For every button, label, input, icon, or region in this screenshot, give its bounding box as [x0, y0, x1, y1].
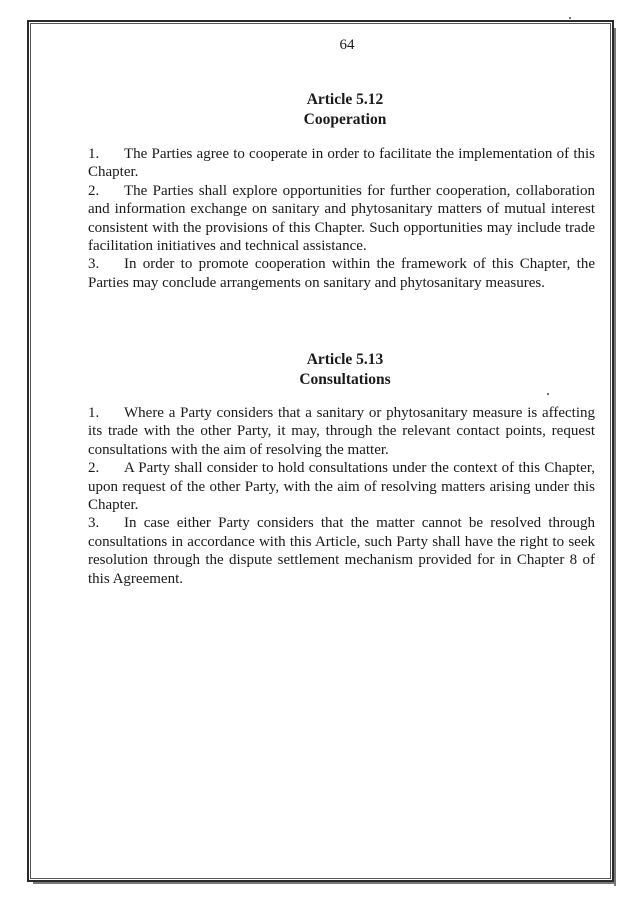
paragraph-text: Where a Party considers that a sanitary or phytosanitary measure is affecting its trade with the other Party, it may, through the relevant contact points, request consultations with the aim of resolving the matter. — [88, 405, 595, 458]
article-title: Article 5.13 — [306, 351, 384, 368]
article-paragraph — [88, 182, 595, 256]
article-paragraph — [88, 404, 595, 459]
paragraph-number: 3. — [88, 515, 100, 532]
article-paragraph — [88, 459, 595, 514]
scan-speck — [547, 393, 549, 395]
scan-speck — [569, 17, 571, 19]
article-subtitle: Consultations — [299, 371, 391, 388]
paragraph-text: In case either Party considers that the matter cannot be resolved through consultations in accordance with this Article, such Party shall have the right to seek resolution through the dispute settlement mechanism provided for in Chapter 8 of this Agreement. — [88, 515, 595, 587]
paragraph-text: The Parties shall explore opportunities for further cooperation, collaboration and information exchange on sanitary and phytosanitary matters of mutual interest consistent with the provisions of this Chapter. Such opportunities may include trade facilitation initiatives and technical assistance. — [88, 182, 595, 255]
article-heading — [0, 350, 640, 390]
article-paragraph — [88, 145, 595, 182]
article-paragraph — [88, 255, 595, 292]
article-subtitle: Cooperation — [303, 111, 387, 128]
article-title: Article 5.12 — [306, 91, 384, 108]
paragraph-number: 1. — [88, 146, 100, 162]
paragraph-number: 2. — [88, 182, 100, 199]
article-body — [88, 404, 595, 588]
paragraph-text: The Parties agree to cooperate in order to facilitate the implementation of this Chapter. — [88, 146, 595, 181]
article-body — [88, 145, 595, 292]
page-number: 64 — [339, 37, 355, 53]
article-heading — [0, 90, 640, 130]
page-frame-shadow-bottom — [33, 882, 616, 884]
paragraph-number: 1. — [88, 405, 100, 421]
paragraph-text: In order to promote cooperation within the framework of this Chapter, the Parties may conclude arrangements on sanitary and phytosanitary measures. — [88, 256, 595, 291]
paragraph-number: 3. — [88, 256, 100, 273]
paragraph-text: A Party shall consider to hold consultations under the context of this Chapter, upon request of the other Party, with the aim of resolving matters arising under this Chapter. — [88, 460, 595, 514]
paragraph-number: 2. — [88, 460, 100, 477]
page-frame-shadow-right — [614, 28, 616, 886]
article-paragraph — [88, 514, 595, 588]
